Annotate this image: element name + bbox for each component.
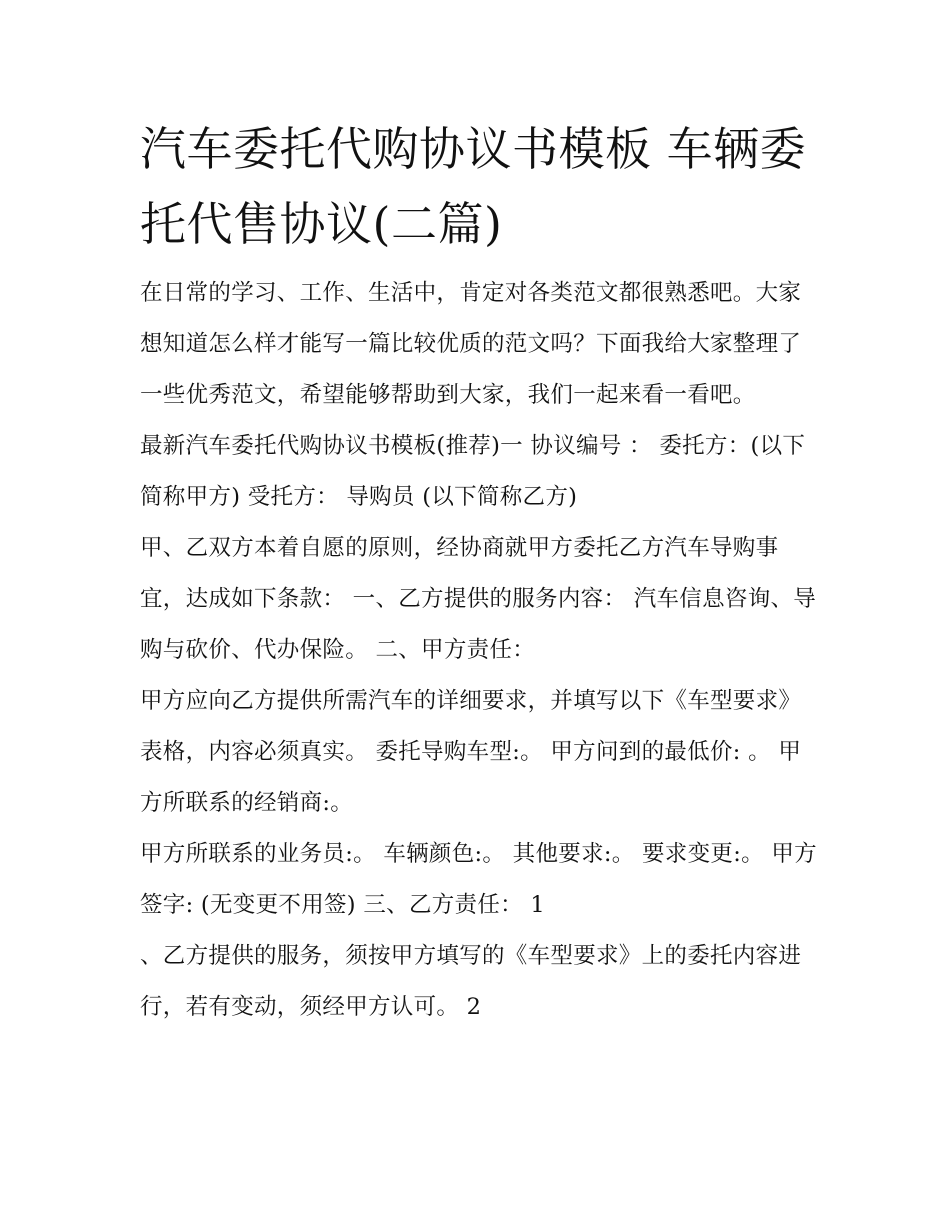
paragraph-party-a-details: 甲方所联系的业务员:。 车辆颜色:。 其他要求:。 要求变更:。 甲方签字: (无变更不用签) 三、乙方责任： 1 — [140, 841, 817, 918]
paragraph-agreement-header: 最新汽车委托代购协议书模板(推荐)一 协议编号 ： 委托方：(以下简称甲方) 受托方： 导购员 (以下简称乙方) — [140, 433, 806, 510]
document-body — [140, 112, 820, 1033]
paragraph-intro: 在日常的学习、工作、生活中，肯定对各类范文都很熟悉吧。大家想知道怎么样才能写一篇比较优质的范文吗？下面我给大家整理了一些优秀范文，希望能够帮助到大家，我们一起来看一看吧。 — [140, 280, 802, 408]
paragraph-party-a-requirements: 甲方应向乙方提供所需汽车的详细要求，并填写以下《车型要求》表格，内容必须真实。 委托导购车型:。 甲方问到的最低价: 。 甲方所联系的经销商:。 — [140, 688, 802, 816]
paragraph-party-b-duties: 、乙方提供的服务，须按甲方填写的《车型要求》上的委托内容进行，若有变动，须经甲方认可。 2 — [140, 943, 802, 1020]
document-title: 汽车委托代购协议书模板 车辆委托代售协议(二篇) — [140, 122, 807, 251]
paragraph-terms: 甲、乙双方本着自愿的原则，经协商就甲方委托乙方汽车导购事宜，达成如下条款： 一、乙方提供的服务内容： 汽车信息咨询、导购与砍价、代办保险。 二、甲方责任： — [140, 535, 817, 663]
